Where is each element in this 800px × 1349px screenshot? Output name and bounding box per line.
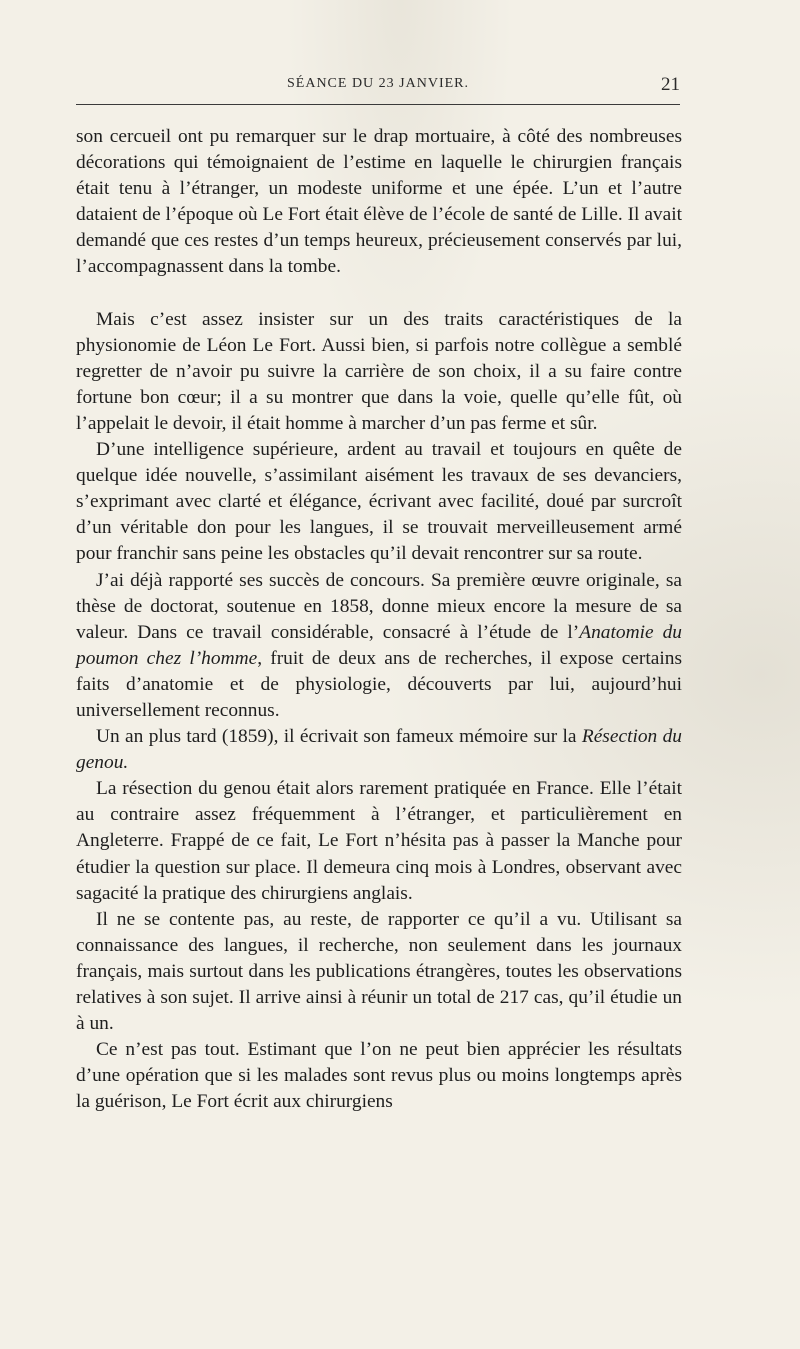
memoir-title: Résection du genou. — [76, 726, 682, 774]
body-text — [76, 124, 682, 1115]
section-gap — [76, 281, 682, 307]
paragraph-3: D’une intelligence supérieure, ardent au travail et toujours en quête de quelque idée nouvelle, s’assimilant aisément les travaux de ses devanciers, s’exprimant avec clarté et élégance, écrivant avec facilité, doué par surcroît d’un véritable don pour les langues, il se trouvait merveilleusement armé pour franchir sans peine les obstacles qu’il devait rencontrer sur sa route. — [76, 439, 682, 565]
paragraph-4 — [76, 568, 682, 725]
header-rule — [76, 104, 680, 105]
page-number: 21 — [661, 74, 680, 95]
paragraph-8: Ce n’est pas tout. Estimant que l’on ne peut bien apprécier les résultats d’une opération que si les malades sont revus plus ou moins longtemps après la guérison, Le Fort écrit aux chirurgiens — [76, 1039, 682, 1113]
running-title: SÉANCE DU 23 JANVIER. — [287, 76, 469, 91]
paragraph-7: Il ne se contente pas, au reste, de rapporter ce qu’il a vu. Utilisant sa connaissance des langues, il recherche, non seulement dans les journaux français, mais surtout dans les publications étrangères, toutes les observations relatives à son sujet. Il arrive ainsi à réunir un total de 217 cas, qu’il étudie un à un. — [76, 908, 682, 1035]
paragraph-2: Mais c’est assez insister sur un des traits caractéristiques de la physionomie de Léon Le Fort. Aussi bien, si parfois notre collègue a semblé regretter de n’avoir pu suivre la carrière de son choix, il a su faire contre fortune bon cœur; il a su montrer que dans la voie, quelle qu’elle fût, où l’appelait le devoir, il était homme à marcher d’un pas ferme et sûr. — [76, 308, 682, 434]
paragraph-5 — [76, 724, 682, 776]
paragraph-6: La résection du genou était alors rarement pratiquée en France. Elle l’était au contraire assez fréquemment à l’étranger, et particulièrement en Angleterre. Frappé de ce fait, Le Fort n’hésita pas à passer la Manche pour étudier la question sur place. Il demeura cinq mois à Londres, observant avec sagacité la pratique des chirurgiens anglais. — [76, 778, 682, 904]
paragraph-5-text: Un an plus tard (1859), il écrivait son fameux mémoire sur la — [96, 726, 582, 748]
thesis-title: Anatomie du poumon chez l’homme — [76, 621, 682, 669]
running-header — [76, 74, 680, 98]
paragraph-1: son cercueil ont pu remarquer sur le drap mortuaire, à côté des nombreuses décorations qui témoignaient de l’estime en laquelle le chirurgien français était tenu à l’étranger, un modeste uniforme et une épée. L’un et l’autre dataient de l’époque où Le Fort était élève de l’école de santé de Lille. Il avait demandé que ces restes d’un temps heureux, précieusement conservés par lui, l’accompagnassent dans la tombe. — [76, 126, 682, 278]
paragraph-4-text-a: J’ai déjà rapporté ses succès de concours. Sa première œuvre originale, sa thèse de doctorat, soutenue en 1858, donne mieux encore la mesure de sa valeur. Dans ce travail considérable, consacré à l’étude de l’ — [76, 569, 682, 643]
paragraph-4-text-b: , fruit de deux ans de recherches, il expose certains faits d’anatomie et de physiologie, découverts par lui, aujourd’hui universellement reconnus. — [76, 647, 682, 721]
